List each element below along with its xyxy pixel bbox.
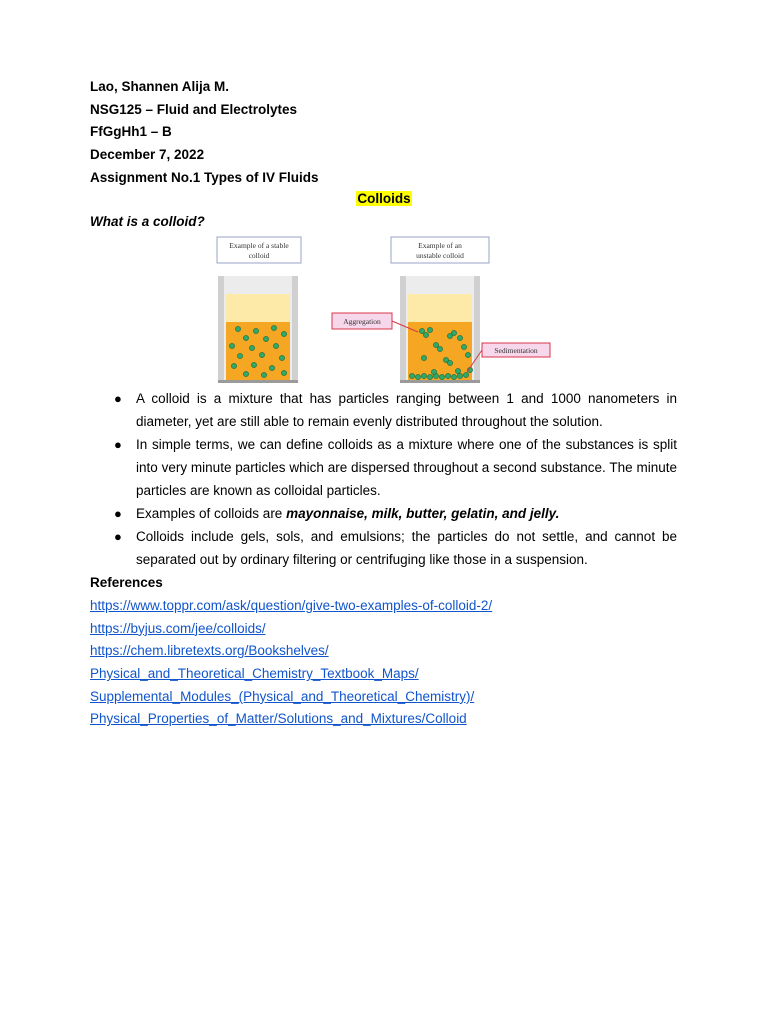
particle (439, 374, 444, 379)
document-header (90, 76, 319, 189)
particle (431, 369, 436, 374)
page-title: Colloids (357, 191, 411, 206)
particle (243, 371, 248, 376)
bullet-text-prefix: Examples of colloids are (136, 506, 287, 521)
particle (251, 362, 256, 367)
particle (427, 374, 432, 379)
particle (281, 370, 286, 375)
particle (461, 344, 466, 349)
list-item (112, 525, 677, 571)
sedimentation-label: Sedimentation (494, 346, 538, 355)
bullet-dot: ● (114, 437, 122, 452)
list-item (112, 502, 677, 525)
bullet-dot: ● (114, 506, 122, 521)
particle (465, 352, 470, 357)
reference-link[interactable]: https://chem.libretexts.org/Bookshelves/ (90, 643, 329, 659)
particle (423, 332, 428, 337)
particle (447, 360, 452, 365)
bullet-dot: ● (114, 391, 122, 406)
particle (281, 331, 286, 336)
references-list (90, 595, 492, 731)
bullet-dot: ● (114, 529, 122, 544)
particle (409, 373, 414, 378)
particle (243, 335, 248, 340)
section-line: FfGgHh1 – B (90, 124, 172, 140)
reference-link[interactable]: https://byjus.com/jee/colloids/ (90, 620, 266, 636)
reference-link[interactable]: https://www.toppr.com/ask/question/give-two-examples-of-colloid-2/ (90, 598, 493, 613)
particle (457, 373, 462, 378)
particle (269, 365, 274, 370)
particle (457, 335, 462, 340)
particle (433, 342, 438, 347)
particle (249, 345, 254, 350)
particle (263, 336, 268, 341)
particle (451, 374, 456, 379)
reference-link[interactable]: Supplemental_Modules_(Physical_and_Theoretical_Chemistry)/ (90, 688, 475, 704)
particle (445, 373, 450, 378)
particle (419, 328, 424, 333)
particle (415, 374, 420, 379)
list-item (112, 433, 677, 502)
date-line: December 7, 2022 (90, 147, 205, 163)
particle (451, 330, 456, 335)
particle (261, 372, 266, 377)
particle (455, 368, 460, 373)
particle (421, 355, 426, 360)
particle (259, 352, 264, 357)
particle (235, 326, 240, 331)
student-name: Lao, Shannen Alija M. (90, 79, 230, 94)
assignment-line: Assignment No.1 Types of IV Fluids (90, 169, 319, 185)
unstable-label-line2: unstable colloid (416, 251, 464, 260)
particle (271, 325, 276, 330)
particle (421, 373, 426, 378)
bullet-text: A colloid is a mixture that has particles ranging between 1 and 1000 nanometers in diameter, yet are still able to remain evenly distributed throughout the solution. (136, 391, 677, 429)
section-question: What is a colloid? (90, 214, 205, 229)
particle (437, 346, 442, 351)
bullet-emphasis: mayonnaise, milk, butter, gelatin, and jelly. (286, 506, 560, 521)
reference-link[interactable]: Physical_Properties_of_Matter/Solutions_and_Mixtures/Colloid (90, 711, 467, 727)
particle (231, 363, 236, 368)
title-wrap (0, 190, 768, 208)
bullet-text: Colloids include gels, sols, and emulsions; the particles do not settle, and cannot be separated out by ordinary filtering or centrifuging like those in a suspension. (136, 529, 677, 567)
particle (463, 372, 468, 377)
particle (237, 353, 242, 358)
particle (279, 355, 284, 360)
particle (229, 343, 234, 348)
bullet-text: In simple terms, we can define colloids as a mixture where one of the substances is split into very minute particles which are dispersed throughout a second substance. The minute particles are known as colloidal particles. (136, 437, 677, 498)
stable-label-line2: colloid (248, 251, 270, 260)
bullet-list (112, 387, 677, 571)
colloid-figure (214, 234, 554, 384)
particle (253, 328, 258, 333)
aggregation-label: Aggregation (343, 317, 381, 326)
reference-link[interactable]: Physical_and_Theoretical_Chemistry_Textbook_Maps/ (90, 666, 419, 682)
unstable-label-line1: Example of an (418, 241, 462, 250)
particle (273, 343, 278, 348)
course-line: NSG125 – Fluid and Electrolytes (90, 101, 298, 117)
list-item (112, 387, 677, 433)
particle (427, 327, 432, 332)
stable-label-line1: Example of a stable (229, 241, 289, 250)
references-heading: References (90, 575, 163, 590)
